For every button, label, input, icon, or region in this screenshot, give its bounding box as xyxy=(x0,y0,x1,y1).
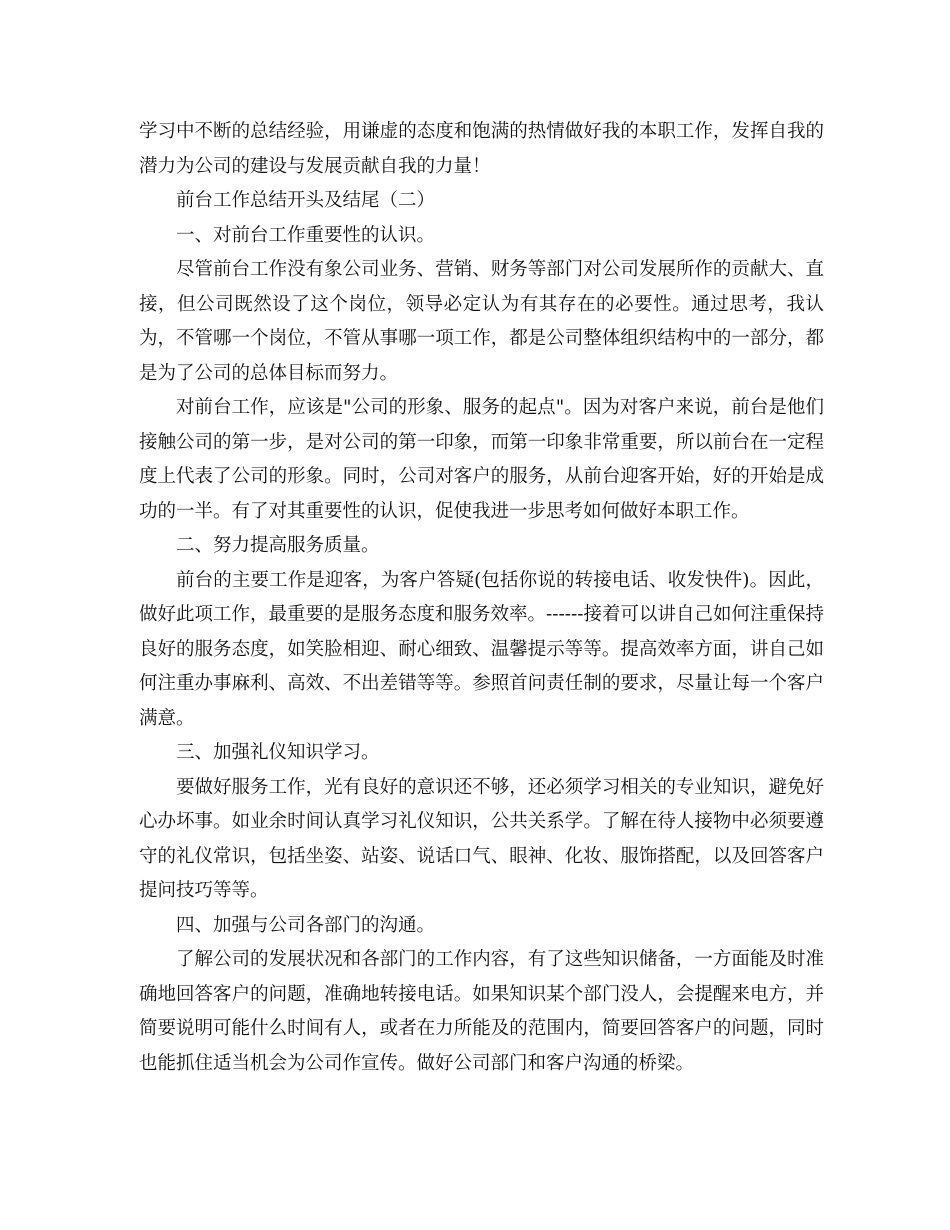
paragraph: 了解公司的发展状况和各部门的工作内容，有了这些知识储备，一方面能及时准确地回答客户的问题，准确地转接电话。如果知识某个部门没人，会提醒来电方，并简要说明可能什么时间有人，或者在力所能及的范围内，简要回答客户的问题，同时也能抓住适当机会为公司作宣传。做好公司部门和客户沟通的桥梁。 xyxy=(139,949,824,1074)
paragraph: 要做好服务工作，光有良好的意识还不够，还必须学习相关的专业知识，避免好心办坏事。如业余时间认真学习礼仪知识，公共关系学。了解在待人接物中必须要遵守的礼仪常识，包括坐姿、站姿、说话口气、眼神、化妆、服饰搭配，以及回答客户提问技巧等等。 xyxy=(139,776,824,901)
heading-3: 三、加强礼仪知识学习。 xyxy=(176,742,380,763)
paragraph-continuation: 学习中不断的总结经验，用谦虚的态度和饱满的热情做好我的本职工作，发挥自我的潜力为公司的建设与发展贡献自我的力量！ xyxy=(139,121,824,177)
heading-2: 二、努力提高服务质量。 xyxy=(176,535,380,556)
paragraph: 对前台工作，应该是"公司的形象、服务的起点"。因为对客户来说，前台是他们接触公司的第一步，是对公司的第一印象，而第一印象非常重要，所以前台在一定程度上代表了公司的形象。同时，公司对客户的服务，从前台迎客开始，好的开始是成功的一半。有了对其重要性的认识，促使我进一步思考如何做好本职工作。 xyxy=(139,397,824,522)
document-body xyxy=(139,115,824,1081)
heading-4: 四、加强与公司各部门的沟通。 xyxy=(176,914,436,936)
heading-1: 一、对前台工作重要性的认识。 xyxy=(176,224,436,246)
paragraph: 前台的主要工作是迎客，为客户答疑(包括你说的转接电话、收发快件)。因此，做好此项工作，最重要的是服务态度和服务效率。------接着可以讲自己如何注重保持良好的服务态度，如笑脸相迎、耐心细致、温馨提示等等。提高效率方面，讲自己如何注重办事麻利、高效、不出差错等等。参照首问责任制的要求，尽量让每一个客户满意。 xyxy=(139,569,825,729)
section-title: 前台工作总结开头及结尾（二） xyxy=(176,190,436,211)
paragraph: 尽管前台工作没有象公司业务、营销、财务等部门对公司发展所作的贡献大、直接，但公司既然设了这个岗位，领导必定认为有其存在的必要性。通过思考，我认为，不管哪一个岗位，不管从事哪一项工作，都是公司整体组织结构中的一部分，都是为了公司的总体目标而努力。 xyxy=(139,259,824,384)
